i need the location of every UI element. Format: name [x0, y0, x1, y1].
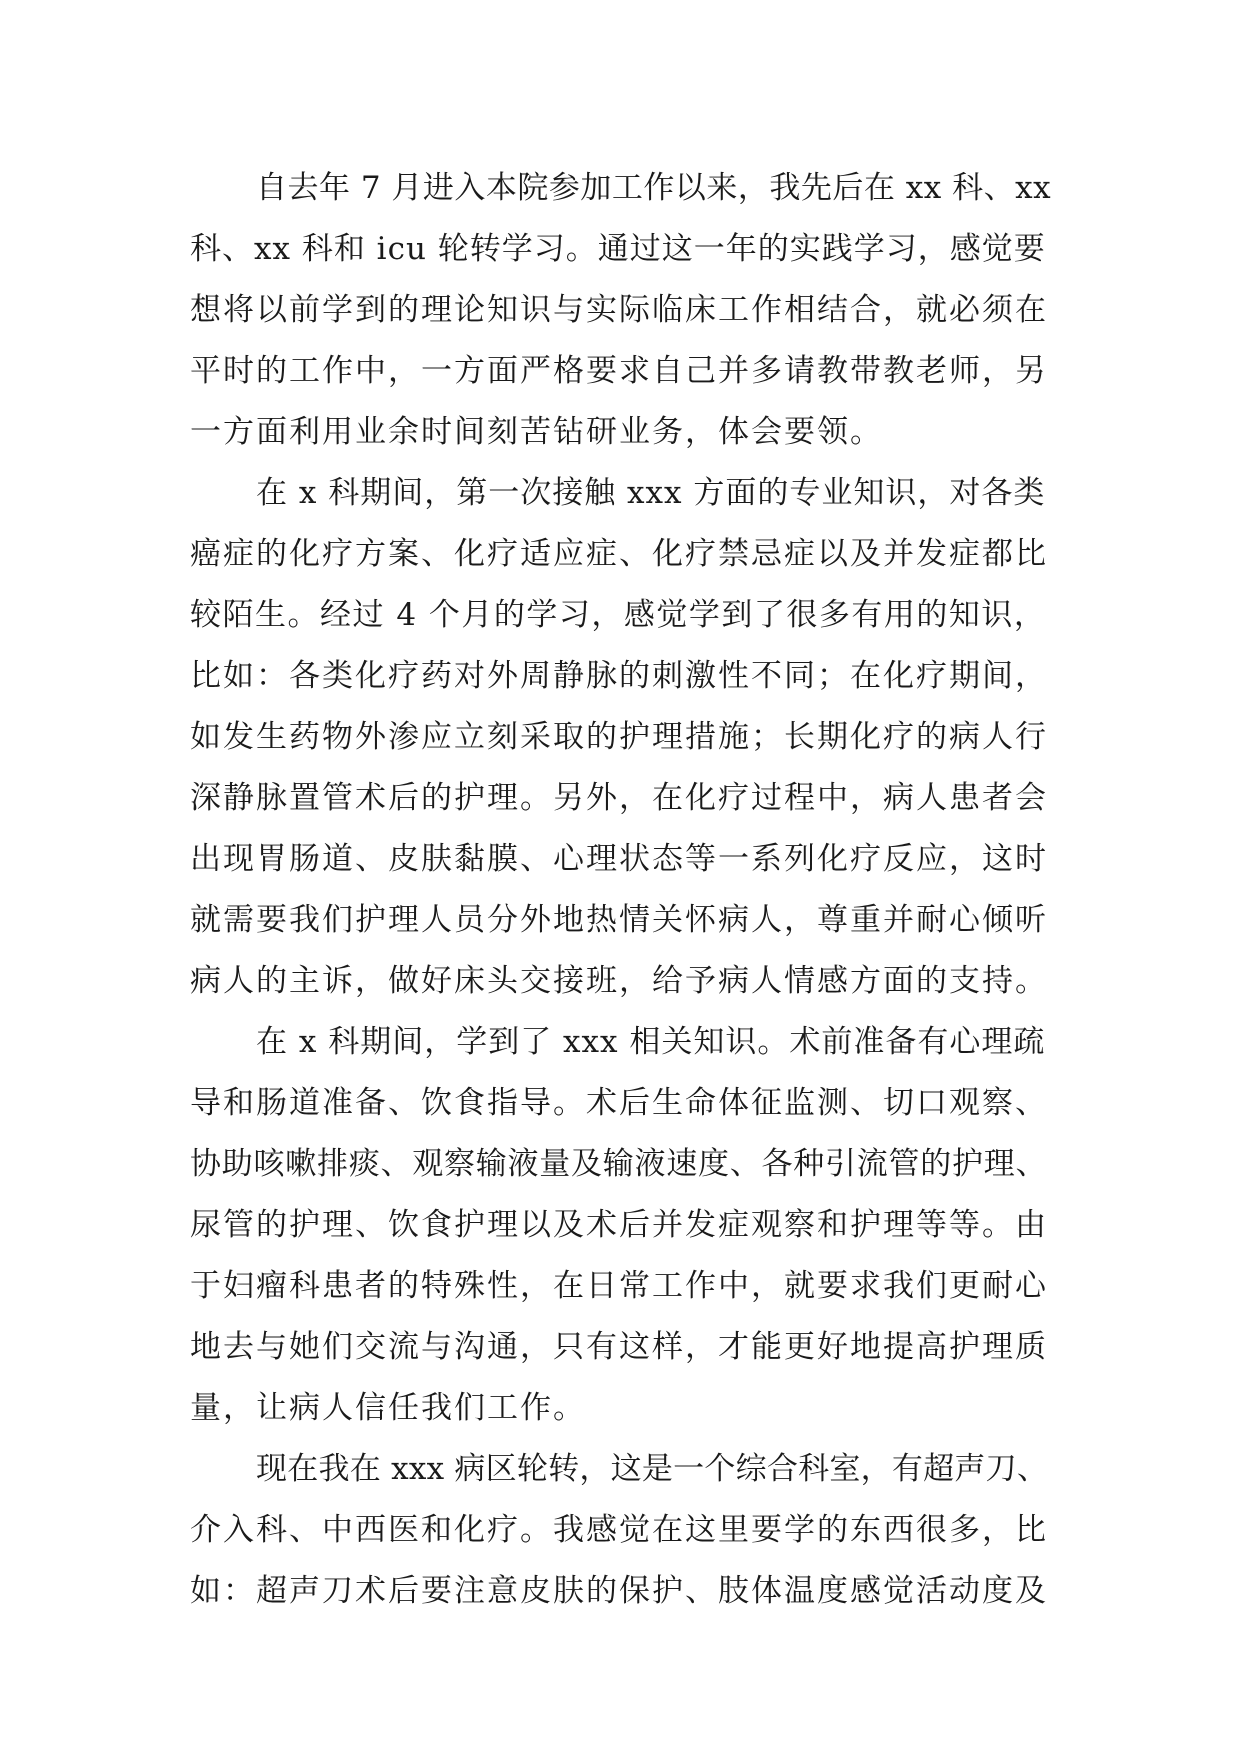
- paragraph-line: 在 x 科期间，第一次接触 xxx 方面的专业知识，对各类: [256, 475, 1046, 511]
- paragraph-line: 导和肠道准备、饮食指导。术后生命体征监测、切口观察、: [190, 1085, 1048, 1121]
- paragraph-line: 量，让病人信任我们工作。: [190, 1390, 586, 1426]
- paragraph-line: 协助咳嗽排痰、观察输液量及输液速度、各种引流管的护理、: [190, 1146, 1048, 1182]
- paragraph-line: 比如：各类化疗药对外周静脉的刺激性不同；在化疗期间，: [190, 658, 1048, 694]
- paragraph-line: 地去与她们交流与沟通，只有这样，才能更好地提高护理质: [190, 1329, 1048, 1365]
- paragraph-line: 自去年 7 月进入本院参加工作以来，我先后在 xx 科、xx: [256, 170, 1052, 206]
- paragraph-line: 癌症的化疗方案、化疗适应症、化疗禁忌症以及并发症都比: [190, 536, 1048, 572]
- paragraph-line: 于妇瘤科患者的特殊性，在日常工作中，就要求我们更耐心: [190, 1268, 1048, 1304]
- paragraph-line: 深静脉置管术后的护理。另外，在化疗过程中，病人患者会: [190, 780, 1048, 816]
- paragraph-line: 现在我在 xxx 病区轮转，这是一个综合科室，有超声刀、: [256, 1451, 1049, 1487]
- paragraph-line: 就需要我们护理人员分外地热情关怀病人，尊重并耐心倾听: [190, 902, 1048, 938]
- paragraph-2: [190, 463, 1052, 1012]
- paragraph-line: 如：超声刀术后要注意皮肤的保护、肢体温度感觉活动度及: [190, 1573, 1048, 1609]
- paragraph-line: 在 x 科期间，学到了 xxx 相关知识。术前准备有心理疏: [256, 1024, 1046, 1060]
- paragraph-line: 病人的主诉，做好床头交接班，给予病人情感方面的支持。: [190, 963, 1048, 999]
- paragraph-line: 较陌生。经过 4 个月的学习，感觉学到了很多有用的知识，: [190, 597, 1047, 633]
- document-body: [190, 158, 1052, 1622]
- paragraph-line: 尿管的护理、饮食护理以及术后并发症观察和护理等等。由: [190, 1207, 1048, 1243]
- paragraph-line: 科、xx 科和 icu 轮转学习。通过这一年的实践学习，感觉要: [190, 231, 1046, 267]
- paragraph-1: [190, 158, 1052, 463]
- paragraph-line: 想将以前学到的理论知识与实际临床工作相结合，就必须在: [190, 292, 1048, 328]
- paragraph-line: 一方面利用业余时间刻苦钻研业务，体会要领。: [190, 414, 883, 450]
- paragraph-line: 如发生药物外渗应立刻采取的护理措施；长期化疗的病人行: [190, 719, 1048, 755]
- paragraph-line: 出现胃肠道、皮肤黏膜、心理状态等一系列化疗反应，这时: [190, 841, 1048, 877]
- paragraph-4: [190, 1439, 1052, 1622]
- paragraph-3: [190, 1012, 1052, 1439]
- paragraph-line: 介入科、中西医和化疗。我感觉在这里要学的东西很多，比: [190, 1512, 1048, 1548]
- paragraph-line: 平时的工作中，一方面严格要求自己并多请教带教老师，另: [190, 353, 1048, 389]
